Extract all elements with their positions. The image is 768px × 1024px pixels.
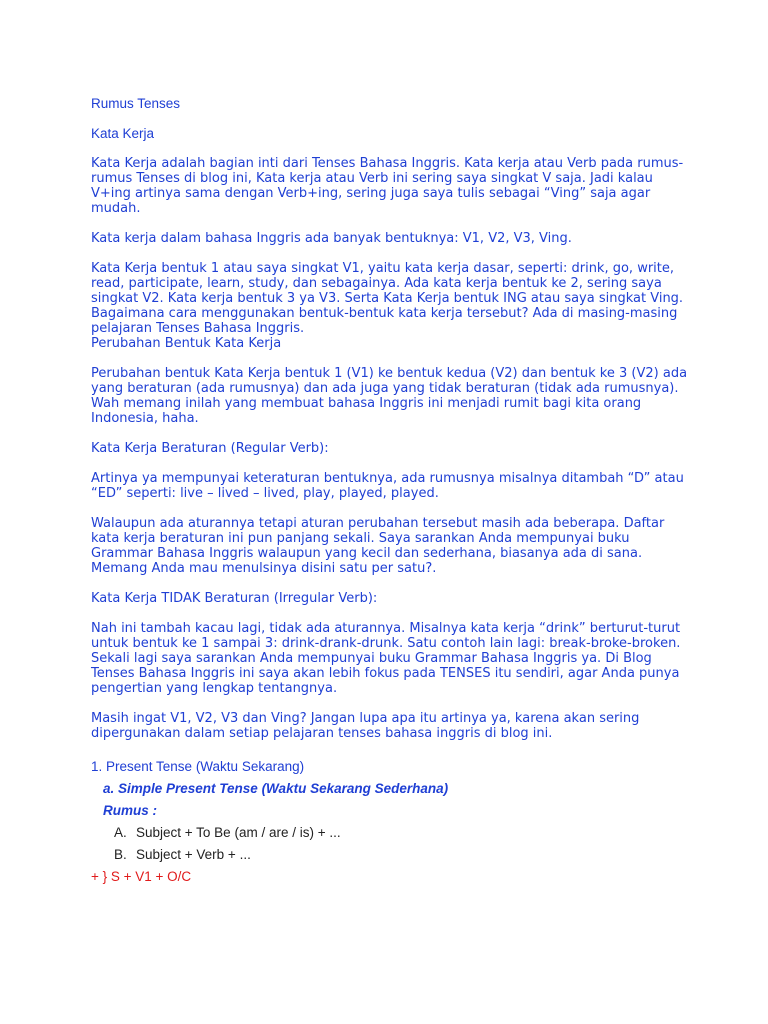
formula-item-a bbox=[91, 822, 691, 844]
formula-positive: + } S + V1 + O/C bbox=[91, 869, 192, 884]
paragraph-verb-form-explanation: Kata Kerja bentuk 1 atau saya singkat V1, yaitu kata kerja dasar, seperti: drink, go, write, read, participate, learn, study, dan sebagainya. Ada kata kerja bentuk ke 2, sering saya singkat V2. Kata kerja bentuk 3 ya V3. Serta Kata Kerja bentuk ING atau saya singkat Ving. Bagaimana cara menggunakan bentuk-bentuk kata kerja tersebut? Ada di masing-masing pelajaran Tenses Bahasa Inggris. bbox=[91, 261, 684, 336]
document-page bbox=[91, 96, 691, 888]
section-heading-kata-kerja: Kata Kerja bbox=[91, 126, 155, 141]
paragraph-verb-forms: Kata kerja dalam bahasa Inggris ada banyak bentuknya: V1, V2, V3, Ving. bbox=[91, 231, 572, 246]
rumus-label: Rumus : bbox=[103, 803, 157, 818]
section-heading-irregular-verb: Kata Kerja TIDAK Beraturan (Irregular Verb): bbox=[91, 591, 378, 606]
spacer bbox=[91, 426, 691, 441]
formula-text: Subject + Verb + ... bbox=[136, 847, 251, 862]
spacer bbox=[91, 141, 691, 156]
present-tense-heading: 1. Present Tense (Waktu Sekarang) bbox=[91, 759, 305, 774]
spacer bbox=[91, 351, 691, 366]
paragraph-regular-verb-note: Walaupun ada aturannya tetapi aturan perubahan tersebut masih ada beberapa. Daftar kata kerja beraturan ini pun panjang sekali. Saya sarankan Anda mempunyai buku Grammar Bahasa Inggris walaupun yang kecil dan sederhana, biasanya ada di sana. Memang Anda mau menulsinya disini satu per satu?. bbox=[91, 516, 665, 576]
simple-present-heading: a. Simple Present Tense (Waktu Sekarang Sederhana) bbox=[103, 781, 449, 796]
formula-item-b bbox=[91, 844, 691, 866]
spacer bbox=[91, 111, 691, 126]
spacer bbox=[91, 696, 691, 711]
section-heading-regular-verb: Kata Kerja Beraturan (Regular Verb): bbox=[91, 441, 329, 456]
paragraph-regular-verb: Artinya ya mempunyai keteraturan bentuknya, ada rumusnya misalnya ditambah “D” atau “ED” seperti: live – lived – lived, play, played, played. bbox=[91, 471, 684, 501]
document-title: Rumus Tenses bbox=[91, 96, 181, 111]
spacer bbox=[91, 606, 691, 621]
list-marker: A. bbox=[114, 825, 127, 840]
paragraph-irregular-verb: Nah ini tambah kacau lagi, tidak ada aturannya. Misalnya kata kerja “drink” berturut-turut untuk bentuk ke 1 sampai 3: drink-drank-drunk. Satu contoh lain lagi: break-broke-broken. Sekali lagi saya sarankan Anda mempunyai buku Grammar Bahasa Inggris ya. Di Blog Tenses Bahasa Inggris ini saya akan lebih fokus pada TENSES itu sendiri, agar Anda punya pengertian yang lengkap tentangnya. bbox=[91, 621, 681, 696]
list-marker: B. bbox=[114, 847, 127, 862]
formula-text: Subject + To Be (am / are / is) + ... bbox=[136, 825, 341, 840]
present-tense-section bbox=[91, 756, 691, 888]
spacer bbox=[91, 576, 691, 591]
spacer bbox=[91, 216, 691, 231]
section-heading-perubahan: Perubahan Bentuk Kata Kerja bbox=[91, 336, 282, 351]
paragraph-perubahan: Perubahan bentuk Kata Kerja bentuk 1 (V1) ke bentuk kedua (V2) dan bentuk ke 3 (V2) ada yang beraturan (ada rumusnya) dan ada juga yang tidak beraturan (tidak ada rumusnya). Wah memang inilah yang membuat bahasa Inggris ini menjadi rumit bagi kita orang Indonesia, haha. bbox=[91, 366, 688, 426]
paragraph-kata-kerja-intro: Kata Kerja adalah bagian inti dari Tenses Bahasa Inggris. Kata kerja atau Verb pada rumus-rumus Tenses di blog ini, Kata kerja atau Verb ini sering saya singkat V saja. Jadi kalau V+ing artinya sama dengan Verb+ing, sering juga saya tulis sebagai “Ving” saja agar mudah. bbox=[91, 156, 684, 216]
spacer bbox=[91, 246, 691, 261]
paragraph-reminder: Masih ingat V1, V2, V3 dan Ving? Jangan lupa apa itu artinya ya, karena akan sering dipergunakan dalam setiap pelajaran tenses bahasa inggris di blog ini. bbox=[91, 711, 640, 741]
spacer bbox=[91, 741, 691, 756]
spacer bbox=[91, 501, 691, 516]
spacer bbox=[91, 456, 691, 471]
